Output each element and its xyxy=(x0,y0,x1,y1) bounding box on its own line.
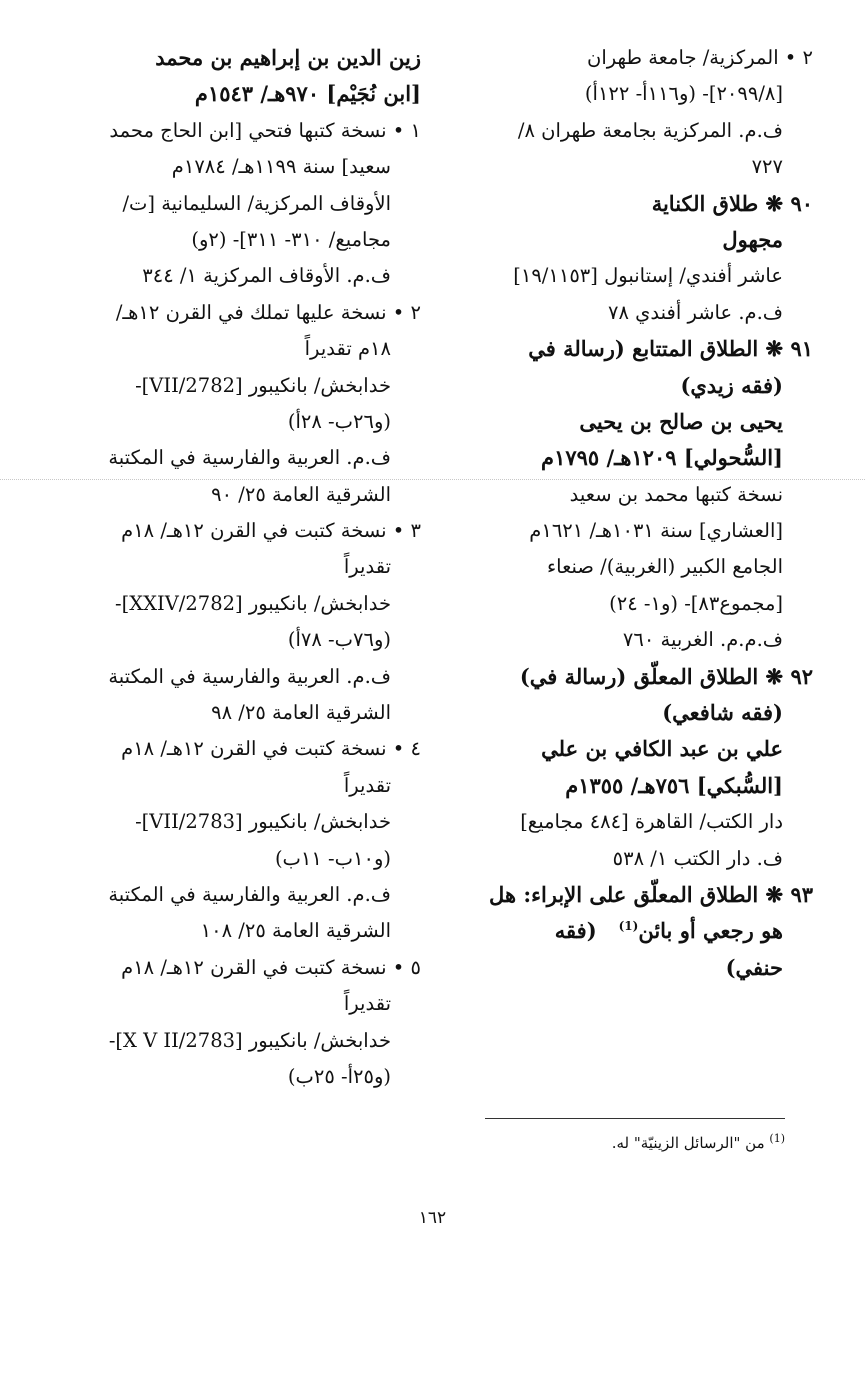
author-name: مجهول xyxy=(722,226,783,252)
text-line: (و٢٥أ- ٢٥ب) xyxy=(287,1064,391,1088)
text-line: ٣ • نسخة كتبت في القرن ١٢هـ/ ١٨م xyxy=(121,519,421,543)
text-line: عاشر أفندي/ إستانبول [١٩/١١٥٣] xyxy=(513,264,783,288)
author-dates: [ابن نُجَيْم] ٩٧٠هـ/ ١٥٤٣م xyxy=(194,81,421,107)
text-line: ٤ • نسخة كتبت في القرن ١٢هـ/ ١٨م xyxy=(121,737,421,761)
left-column xyxy=(63,40,421,1095)
author-name: يحيى بن صالح بن يحيى xyxy=(579,408,783,434)
text-line: (و١٠ب- ١١ب) xyxy=(274,846,391,870)
footnote xyxy=(455,1132,785,1154)
entry-heading-93-cont xyxy=(461,913,813,949)
text-line: ف.م. المركزية بجامعة طهران ٨/ xyxy=(517,118,783,142)
entry-heading-92-cont: (فقه شافعي) xyxy=(662,700,783,726)
author-name: علي بن عبد الكافي بن علي xyxy=(541,736,783,762)
text-line: [٢٠٩٩/٨]- (و١١٦أ- ١٢٢أ) xyxy=(584,82,783,106)
footnote-divider xyxy=(485,1118,785,1119)
text-line: ٢ • نسخة عليها تملك في القرن ١٢هـ/ xyxy=(115,300,421,324)
text-line: نسخة كتبها محمد بن سعيد xyxy=(569,482,783,506)
text-line: خدابخش/ بانكيبور [2782/XXIV]- xyxy=(115,591,391,615)
text-line: [مجموع٨٣]- (و١- ٢٤) xyxy=(609,591,783,615)
text-line: (و٧٦ب- ٧٨أ) xyxy=(287,628,391,652)
text-line: تقديراً xyxy=(343,992,391,1016)
text-line: ٧٢٧ xyxy=(751,155,783,179)
text-line: ف.م.م. الغربية ٧٦٠ xyxy=(622,628,783,652)
text-line: ١ • نسخة كتبها فتحي [ابن الحاج محمد xyxy=(109,118,421,142)
entry-heading-90: ٩٠ ❋ طلاق الكناية xyxy=(651,190,813,216)
author-name: زين الدين بن إبراهيم بن محمد xyxy=(155,45,421,70)
entry-heading-91-cont: (فقه زيدي) xyxy=(680,372,783,398)
text-line: سعيد] سنة ١١٩٩هـ/ ١٧٨٤م xyxy=(171,155,391,179)
entry-heading-91: ٩١ ❋ الطلاق المتتابع (رسالة في xyxy=(528,336,813,362)
footnote-mark: (1) xyxy=(769,1132,785,1145)
text-line: ف.م. العربية والفارسية في المكتبة xyxy=(108,882,391,906)
heading-text: (فقه xyxy=(554,918,597,944)
text-line: ١٨م تقديراً xyxy=(304,337,391,361)
text-line: خدابخش/ بانكيبور [2783/X V II]- xyxy=(108,1028,391,1052)
footnote-ref: (1) xyxy=(618,919,639,934)
author-dates: [السُّبكي] ٧٥٦هـ/ ١٣٥٥م xyxy=(565,772,783,798)
author-dates: [السُّحولي] ١٢٠٩هـ/ ١٧٩٥م xyxy=(541,445,783,471)
text-line: خدابخش/ بانكيبور [2783/VII]- xyxy=(135,810,391,834)
text-line: (و٢٦ب- ٢٨أ) xyxy=(287,409,391,433)
heading-text: هو رجعي أو بائن xyxy=(638,918,783,944)
text-line: ف.م. الأوقاف المركزية ١/ ٣٤٤ xyxy=(142,264,391,288)
text-line: الأوقاف المركزية/ السليمانية [ت/ xyxy=(122,191,391,215)
page-number: ١٦٢ xyxy=(418,1208,447,1228)
entry-heading-93-end: حنفي) xyxy=(725,954,783,980)
text-line: الشرقية العامة ٢٥/ ٩٠ xyxy=(211,482,391,506)
entry-heading-92: ٩٢ ❋ الطلاق المعلّق (رسالة في) xyxy=(519,663,813,689)
text-line: ف.م. العربية والفارسية في المكتبة xyxy=(108,446,391,470)
text-line: الشرقية العامة ٢٥/ ١٠٨ xyxy=(200,919,391,943)
text-line: ٢ • المركزية/ جامعة طهران xyxy=(587,46,813,69)
text-line: [العشاري] سنة ١٠٣١هـ/ ١٦٢١م xyxy=(529,519,783,543)
text-line: ف. دار الكتب ١/ ٥٣٨ xyxy=(612,846,783,870)
text-line: خدابخش/ بانكيبور [2782/VII]- xyxy=(135,373,391,397)
text-line: الشرقية العامة ٢٥/ ٩٨ xyxy=(211,701,391,725)
text-line: ٥ • نسخة كتبت في القرن ١٢هـ/ ١٨م xyxy=(121,955,421,979)
text-line: الجامع الكبير (الغربية)/ صنعاء xyxy=(547,555,783,579)
text-line: تقديراً xyxy=(343,555,391,579)
text-line: تقديراً xyxy=(343,773,391,797)
right-column xyxy=(461,40,813,986)
entry-heading-93: ٩٣ ❋ الطلاق المعلّق على الإبراء: هل xyxy=(489,881,813,907)
footnote-text: من "الرسائل الزينيّة" له. xyxy=(611,1134,765,1152)
text-line: دار الكتب/ القاهرة [٤٨٤ مجاميع] xyxy=(520,810,783,834)
text-line: ف.م. العربية والفارسية في المكتبة xyxy=(108,664,391,688)
text-line: ف.م. عاشر أفندي ٧٨ xyxy=(607,300,783,324)
text-line: مجاميع/ ٣١٠- ٣١١]- (٢و) xyxy=(191,227,391,251)
